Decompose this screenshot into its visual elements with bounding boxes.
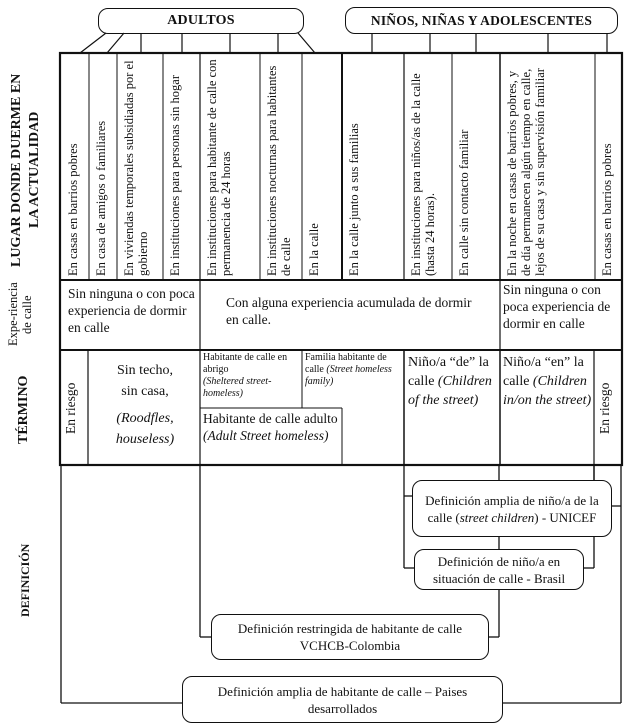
experiencia-middle <box>226 294 486 328</box>
termino-nino-de-en-text: (Children of the street) <box>408 374 492 408</box>
row-label-lugar-text: LUGAR DONDE DUERME EN LA ACTUALIDAD <box>9 73 42 267</box>
lugar-cell-5 <box>205 58 257 276</box>
termino-familia-text: Familia habitante de calle <box>305 352 387 375</box>
termino-sin-techo-en-text: (Roodfles, houseless) <box>115 411 175 447</box>
definition-unicef <box>412 480 612 537</box>
experiencia-left-text: Sin ninguna o con poca experiencia de dormir en calle <box>68 286 195 335</box>
lugar-cell-6-text: En instituciones nocturnas para habitantes de calle <box>265 65 293 276</box>
lugar-cell-12 <box>600 58 618 276</box>
termino-en-riesgo-left <box>64 360 84 456</box>
lugar-cell-5-text: En instituciones para habitante de calle con permanencia de 24 horas <box>205 59 233 276</box>
experiencia-right-text: Sin ninguna o con poca experiencia de dormir en calle <box>503 282 611 331</box>
termino-abrigo <box>203 352 300 400</box>
lugar-cell-7 <box>307 58 337 276</box>
experiencia-middle-text: Con alguna experiencia acumulada de dormir en calle. <box>226 295 472 327</box>
lugar-cell-7-text: En la calle <box>307 223 321 276</box>
group-adults-label: ADULTOS <box>167 13 235 28</box>
termino-adulto-text: Habitante de calle adulto <box>203 411 338 426</box>
lugar-cell-4 <box>168 58 198 276</box>
termino-abrigo-en-text: (Sheltered street-homeless) <box>203 376 272 399</box>
lugar-cell-8 <box>347 58 377 276</box>
definition-brasil <box>414 549 584 590</box>
termino-familia <box>305 352 402 388</box>
termino-sin-techo <box>92 360 198 450</box>
definition-unicef-text-italic: street children <box>459 509 535 525</box>
definition-paises <box>182 676 503 723</box>
lugar-cell-1 <box>66 58 84 276</box>
row-label-termino-text: TÉRMINO <box>16 375 31 445</box>
termino-abrigo-text: Habitante de calle en abrigo <box>203 352 288 375</box>
lugar-cell-10-text: En calle sin contacto familiar <box>457 129 471 276</box>
termino-en-riesgo-left-text: En riesgo <box>63 382 78 434</box>
lugar-cell-8-text: En la calle junto a sus familias <box>347 123 361 276</box>
group-children-label: NIÑOS, NIÑAS Y ADOLESCENTES <box>370 12 593 28</box>
termino-en-riesgo-right <box>598 360 618 456</box>
termino-familia-en-text: (Street homeless family) <box>305 364 392 387</box>
termino-adulto <box>203 410 339 444</box>
definition-unicef-text-a: Definición amplia de niño/a de la calle ( <box>425 492 599 525</box>
lugar-cell-10 <box>457 58 487 276</box>
termino-sin-techo-text: Sin techo, sin casa, <box>117 363 173 399</box>
termino-nino-en-en-text: (Children in/on the street) <box>503 374 592 408</box>
experiencia-right <box>503 281 621 332</box>
lugar-cell-3-text: En viviendas temporales subsidiadas por el gobierno <box>122 60 150 276</box>
lugar-cell-4-text: En instituciones para personas sin hogar <box>168 75 182 276</box>
definition-brasil-text: Definición de niño/a en situación de calle - Brasil <box>432 553 566 586</box>
lugar-cell-2 <box>94 58 112 276</box>
termino-nino-de <box>408 353 500 410</box>
termino-nino-en <box>503 353 593 410</box>
definition-unicef-text-b: ) - UNICEF <box>534 509 597 525</box>
lugar-cell-9 <box>409 58 447 276</box>
lugar-cell-3 <box>122 58 158 276</box>
lugar-cell-11-text: En la noche en casas de barrios pobres, y de día permanecen algún tiempo en calle, lejos de su casa y sin supervisión familiar <box>505 68 547 276</box>
termino-en-riesgo-right-text: En riesgo <box>597 382 612 434</box>
termino-adulto-en-text: (Adult Street homeless) <box>203 428 329 443</box>
lugar-cell-2-text: En casa de amigos o familiares <box>94 120 108 276</box>
lugar-cell-12-text: En casas en barrios pobres <box>600 143 614 276</box>
experiencia-left <box>68 285 198 336</box>
row-label-experiencia-text: Expe-riencia de calle <box>6 282 34 347</box>
lugar-cell-9-text: En instituciones para niños/as de la calle (hasta 24 horas). <box>409 73 437 276</box>
definition-paises-text: Definición amplia de habitante de calle – Paises desarrollados <box>217 683 468 716</box>
lugar-cell-6 <box>265 58 299 276</box>
row-label-definicion-text: DEFINICIÓN <box>18 543 32 617</box>
definition-colombia <box>211 614 489 660</box>
lugar-cell-11 <box>505 58 591 276</box>
definition-colombia-text: Definición restringida de habitante de calle VCHCB-Colombia <box>237 621 463 653</box>
termino-nino-en-text: Niño/a “en” la calle <box>503 355 584 389</box>
termino-nino-de-text: Niño/a “de” la calle <box>408 355 489 389</box>
lugar-cell-1-text: En casas en barrios pobres <box>66 143 80 276</box>
